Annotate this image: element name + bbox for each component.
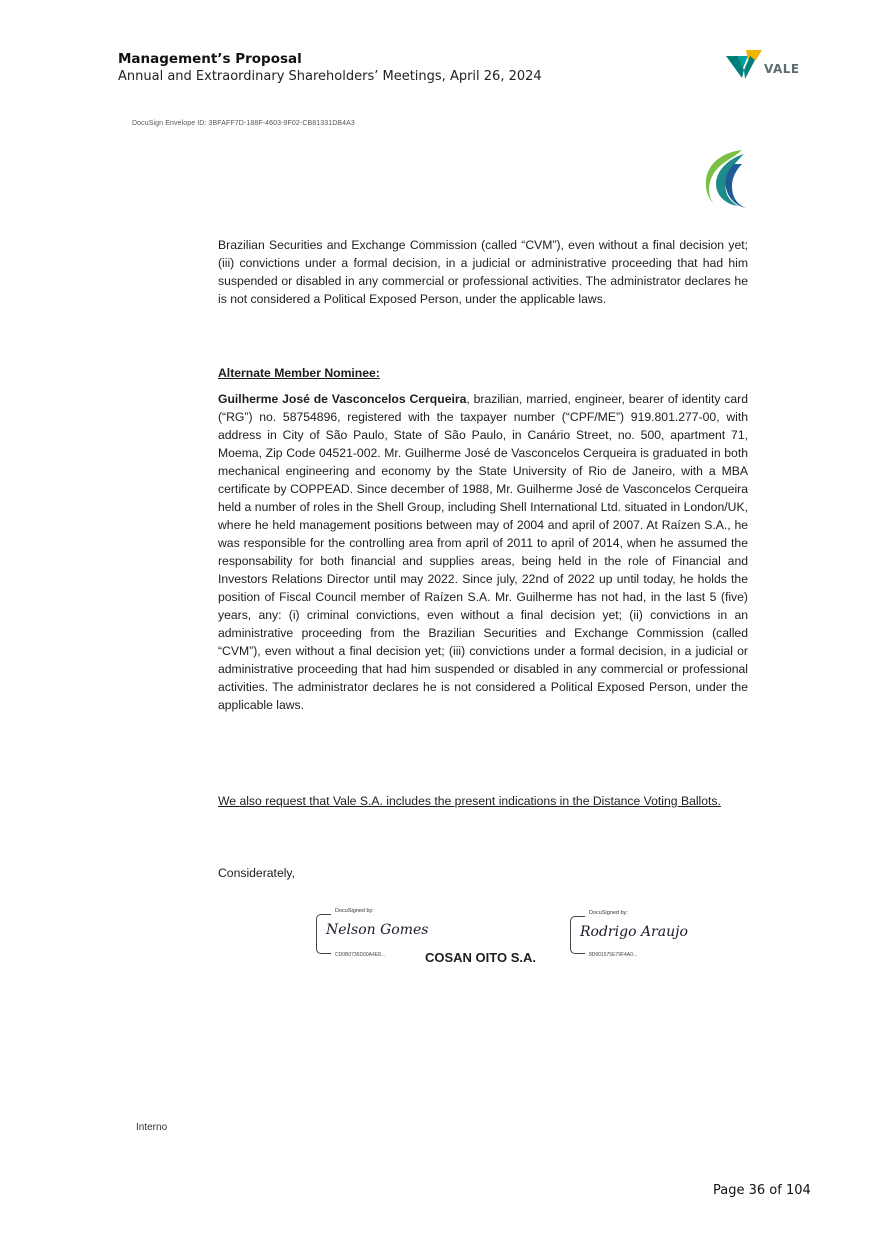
header-title: Management’s Proposal xyxy=(118,51,302,67)
docusign-envelope-id: DocuSign Envelope ID: 3BFAFF7D-188F-4603-9F02-CB81331DB4A3 xyxy=(132,120,355,127)
docusigned-label: DocuSigned by: xyxy=(589,910,628,916)
docusigned-label: DocuSigned by: xyxy=(335,908,374,914)
cosan-c-logo-icon xyxy=(694,148,750,210)
vale-logo xyxy=(724,48,814,84)
alternate-member-heading: Alternate Member Nominee: xyxy=(218,366,380,380)
signature-hash: 8D901575E79F4A0... xyxy=(589,952,638,958)
classification-label: Interno xyxy=(136,1122,168,1133)
signature-hash: CD0B0736D00A4E8... xyxy=(335,952,386,958)
handwritten-signature: Rodrigo Araujo xyxy=(580,924,688,940)
paragraph-previous-nominee: Brazilian Securities and Exchange Commission (called “CVM”), even without a final decision yet; (iii) convictions under a formal decision, in a judicial or administrative proceeding that had him suspended or disabled in any commercial or professional activities. The administrator declares he is not considered a Political Exposed Person, under the applicable laws. xyxy=(218,238,748,306)
nominee-bio: , brazilian, married, engineer, bearer of identity card (“RG”) no. 58754896, registered with the taxpayer number (“CPF/ME”) 919.801.277-00, with address in City of São Paulo, State of São Paulo, in Canário Street, no. 500, apartment 71, Moema, Zip Code 04521-002. Mr. Guilherme José de Vasconcelos Cerqueira is graduated in both mechanical engineering and economy by the State University of Rio de Janeiro, with a MBA certificate by COPPEAD. Since december of 1988, Mr. Guilherme José de Vasconcelos Cerqueira held a number of roles in the Shell Group, including Shell International Ltd. situated in London/UK, where he held management positions between may of 2004 and april of 2007. At Raízen S.A., he was responsible for the controlling area from april of 2011 to april of 2014, when he assumed the responsability for both financial and supplies areas, being held in the role of Financial and Investors Relations Director until may 2022. Since july, 22nd of 2022 up until today, he holds the position of Fiscal Council member of Raízen S.A. Mr. Guilherme has not had, in the last 5 (five) years, any: (i) criminal convictions, even without a final decision yet; (ii) convictions in an administrative proceeding from the Brazilian Securities and Exchange Commission (called “CVM”), even without a final decision yet; (iii) convictions under a formal decision, in a judicial or administrative proceeding that had him suspended or disabled in any commercial or professional activities. The administrator declares he is not considered a Political Exposed Person, under the applicable laws. xyxy=(218,392,748,712)
closing-salutation: Considerately, xyxy=(218,866,295,880)
page-header xyxy=(118,50,542,85)
cosan-logo xyxy=(694,148,750,210)
page-number: Page 36 of 104 xyxy=(713,1183,811,1198)
signature-block xyxy=(316,908,429,958)
header-subtitle: Annual and Extraordinary Shareholders’ Meetings, April 26, 2024 xyxy=(118,69,542,84)
voting-ballot-request: We also request that Vale S.A. includes the present indications in the Distance Voting Ballots. xyxy=(218,794,721,808)
vale-v-logo-icon xyxy=(724,48,764,82)
handwritten-signature: Nelson Gomes xyxy=(326,922,429,938)
nominee-name: Guilherme José de Vasconcelos Cerqueira xyxy=(218,392,467,406)
signature-block xyxy=(570,910,688,958)
company-name: COSAN OITO S.A. xyxy=(425,950,536,965)
paragraph-alternate-nominee xyxy=(218,390,748,714)
vale-logo-text: VALE xyxy=(764,62,800,76)
